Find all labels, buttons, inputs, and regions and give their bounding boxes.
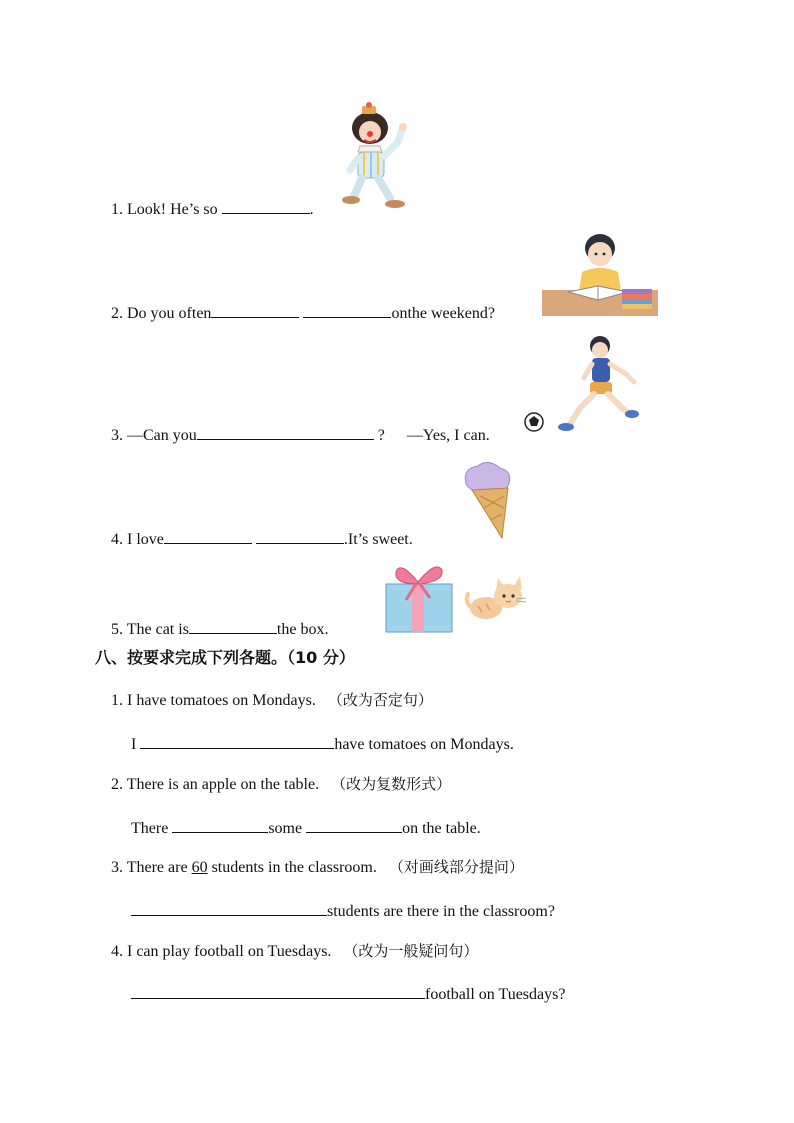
- question-sentence-end: students in the classroom.: [211, 859, 377, 876]
- question-text: The cat is: [126, 621, 189, 638]
- ice-cream-picture: [458, 460, 516, 540]
- question-sentence: There is an apple on the table.: [126, 776, 320, 793]
- fill-question-2: [111, 302, 495, 324]
- question-text: I love: [127, 531, 164, 548]
- answer-line-4: [131, 983, 565, 1005]
- question-text: —Can you: [127, 427, 197, 444]
- cat-picture: [464, 572, 528, 624]
- question-text-end: onthe weekend?: [391, 305, 495, 322]
- rewrite-question-4: [111, 941, 478, 962]
- question-text-end: the box.: [276, 621, 329, 638]
- answer-suffix: football on Tuesdays?: [425, 986, 566, 1003]
- answer-blank[interactable]: [256, 528, 344, 544]
- question-instruction: （改为一般疑问句）: [343, 942, 479, 960]
- question-text: Look! He’s so: [127, 201, 218, 218]
- fill-question-1: [111, 198, 314, 220]
- rewrite-question-1: [111, 690, 433, 711]
- question-number: 3.: [111, 859, 123, 876]
- question-number: 1.: [111, 692, 123, 709]
- rewrite-question-2: [111, 774, 451, 795]
- question-instruction: （改为复数形式）: [331, 775, 452, 793]
- boy-playing-football-picture: [522, 334, 642, 436]
- fill-question-5: [111, 618, 328, 640]
- rewrite-question-3: [111, 857, 524, 878]
- question-mark: ?: [377, 427, 385, 444]
- section-heading: 八、按要求完成下列各题。（10 分）: [95, 648, 355, 667]
- answer-blank[interactable]: [140, 733, 334, 749]
- answer-blank[interactable]: [306, 817, 402, 833]
- answer-suffix: have tomatoes on Mondays.: [334, 736, 514, 753]
- answer-suffix: students are there in the classroom?: [327, 903, 555, 920]
- answer-blank[interactable]: [131, 983, 425, 999]
- question-instruction: （改为否定句）: [327, 691, 433, 709]
- answer-middle: some: [268, 820, 303, 837]
- answer-blank[interactable]: [164, 528, 252, 544]
- answer-line-3: [131, 900, 555, 922]
- answer-prefix: There: [131, 820, 169, 837]
- question-number: 2.: [111, 305, 123, 322]
- question-text-end: .: [309, 201, 314, 218]
- boy-reading-picture: [542, 228, 658, 316]
- clown-picture: [340, 100, 412, 212]
- question-sentence: There are: [126, 859, 188, 876]
- answer-line-1: [131, 733, 514, 755]
- fill-question-4: [111, 528, 413, 550]
- answer-blank[interactable]: [172, 817, 268, 833]
- answer-blank[interactable]: [197, 424, 287, 440]
- answer-suffix: on the table.: [402, 820, 481, 837]
- question-answer: —Yes, I can.: [406, 427, 490, 444]
- answer-blank[interactable]: [189, 618, 277, 634]
- question-number: 4.: [111, 943, 123, 960]
- question-sentence: I can play football on Tuesdays.: [127, 943, 332, 960]
- question-number: 4.: [111, 531, 123, 548]
- answer-blank[interactable]: [303, 302, 391, 318]
- question-text: Do you often: [127, 305, 212, 322]
- answer-blank[interactable]: [131, 900, 327, 916]
- question-number: 2.: [111, 776, 123, 793]
- fill-question-3: [111, 424, 490, 446]
- answer-blank[interactable]: [211, 302, 299, 318]
- gift-box-picture: [382, 558, 456, 634]
- answer-blank[interactable]: [287, 424, 374, 440]
- answer-line-2: [131, 817, 481, 839]
- underlined-number: 60: [191, 859, 208, 876]
- question-instruction: （对画线部分提问）: [388, 858, 524, 876]
- question-sentence: I have tomatoes on Mondays.: [127, 692, 316, 709]
- question-number: 5.: [111, 621, 123, 638]
- question-number: 1.: [111, 201, 123, 218]
- question-text-end: .It’s sweet.: [343, 531, 413, 548]
- answer-blank[interactable]: [222, 198, 310, 214]
- answer-prefix: I: [131, 736, 137, 753]
- question-number: 3.: [111, 427, 123, 444]
